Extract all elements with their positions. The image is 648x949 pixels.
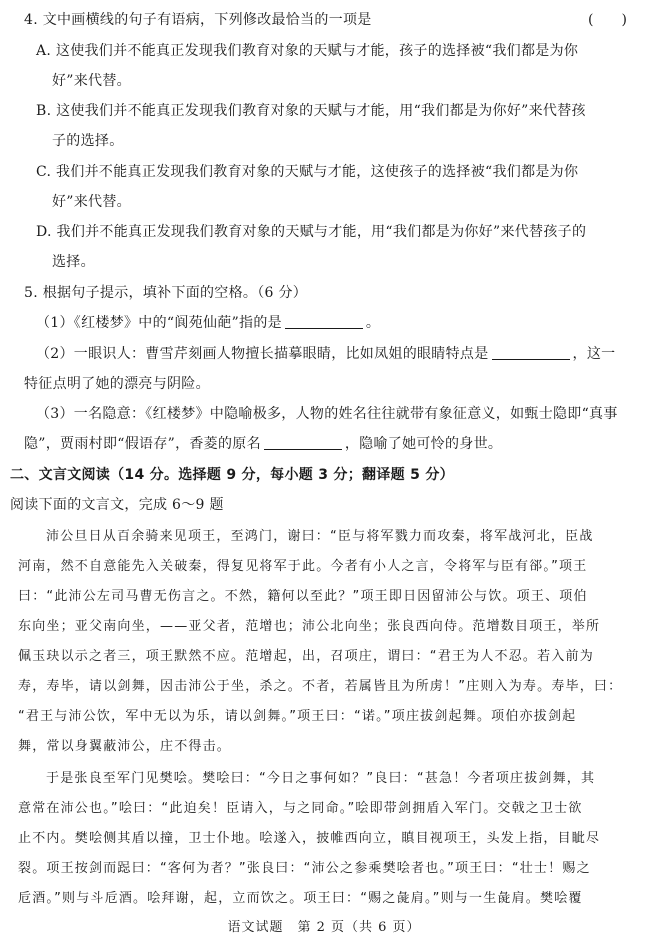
passage-line: 卮酒。”则与斗卮酒。哙拜谢，起，立而饮之。项王曰：“赐之彘肩。”则与一生彘肩。樊哙覆 xyxy=(18,891,583,906)
passage-line: 于是张良至军门见樊哙。樊哙曰：“今日之事何如？”良曰：“甚急！今者项庄拔剑舞，其 xyxy=(46,771,596,786)
q5-item3-end: ，隐喻了她可怜的身世。 xyxy=(344,436,503,452)
passage-line: 曰：“此沛公左司马曹无伤言之。不然，籍何以至此？”项王即日因留沛公与饮。项王、项伯 xyxy=(18,589,588,604)
q4-option-b-line2: 子的选择。 xyxy=(52,133,124,149)
q5-item-2 xyxy=(36,344,615,364)
q5-item3-text: 隐”，贾雨村即“假语存”，香菱的原名 xyxy=(24,436,261,452)
passage-line: 沛公旦日从百余骑来见项王，至鸿门，谢曰：“臣与将军戮力而攻秦，将军战河北，臣战 xyxy=(46,529,594,544)
reading-instruction: 阅读下面的文言文，完成 6～9 题 xyxy=(10,497,224,513)
passage-line: “君王与沛公饮，军中无以为乐，请以剑舞。”项王曰：“诺。”项庄拔剑起舞。项伯亦拔剑起 xyxy=(18,709,577,724)
answer-blank[interactable] xyxy=(264,435,342,450)
section-title: 二、文言文阅读（14 分。选择题 9 分，每小题 3 分；翻译题 5 分） xyxy=(10,467,454,483)
q5-item1-end: 。 xyxy=(365,315,381,331)
passage-line: 佩玉玦以示之者三，项王默然不应。范增起，出，召项庄，谓曰：“君王为人不忍。若入前为 xyxy=(18,649,594,664)
page-footer: 语文试题 第 2 页（共 6 页） xyxy=(227,920,421,935)
passage-line: 东向坐；亚父南向坐，——亚父者，范增也；沛公北向坐；张良西向侍。范增数目项王，举所 xyxy=(18,619,601,634)
passage-line: 舞，常以身翼蔽沛公，庄不得击。 xyxy=(18,739,232,754)
q5-item-3 xyxy=(24,434,502,454)
q4-option-c-line1: C. 我们并不能真正发现我们教育对象的天赋与才能，这使孩子的选择被“我们都是为你 xyxy=(36,164,579,180)
q5-stem: 5. 根据句子提示，填补下面的空格。（6 分） xyxy=(24,285,308,301)
q4-option-a-line1: A. 这使我们并不能真正发现我们教育对象的天赋与才能，孩子的选择被“我们都是为你 xyxy=(36,43,579,59)
answer-blank[interactable] xyxy=(285,314,363,329)
q4-option-c-line2: 好”来代替。 xyxy=(52,194,131,210)
passage-line: 意常在沛公也。”哙曰：“此迫矣！臣请入，与之同命。”哙即带剑拥盾入军门。交戟之卫士欲 xyxy=(18,801,583,816)
q5-item2-end: ，这一 xyxy=(572,346,616,362)
q5-item3-line1: （3）一名隐意：《红楼梦》中隐喻极多，人物的姓名往往就带有象征意义，如甄士隐即“真事 xyxy=(36,406,618,422)
passage-line: 寿，寿毕，请以剑舞，因击沛公于坐，杀之。不者，若属皆且为所虏！”庄则入为寿。寿毕，曰： xyxy=(18,679,623,694)
q5-item2-line2: 特征点明了她的漂亮与阴险。 xyxy=(24,376,210,392)
q5-item-1 xyxy=(36,313,380,333)
q4-option-a-line2: 好”来代替。 xyxy=(52,73,131,89)
passage-line: 止不内。樊哙侧其盾以撞，卫士仆地。哙遂入，披帷西向立，瞋目视项王，头发上指，目眦尽 xyxy=(18,831,601,846)
passage-line: 河南，然不自意能先入关破秦，得复见将军于此。今者有小人之言，令将军与臣有郤。”项王 xyxy=(18,559,588,574)
answer-blank[interactable] xyxy=(492,345,570,360)
q4-answer-paren: ( ) xyxy=(588,12,627,28)
q4-stem: 4. 文中画横线的句子有语病，下列修改最恰当的一项是 xyxy=(24,12,372,28)
passage-line: 裂。项王按剑而跽曰：“客何为者？”张良曰：“沛公之参乘樊哙者也。”项王曰：“壮士！赐之 xyxy=(18,861,591,876)
q5-item1-text: （1）《红楼梦》中的“阆苑仙葩”指的是 xyxy=(36,315,282,331)
q4-option-b-line1: B. 这使我们并不能真正发现我们教育对象的天赋与才能，用“我们都是为你好”来代替孩 xyxy=(36,103,586,119)
q4-option-d-line2: 选择。 xyxy=(52,254,95,270)
q4-option-d-line1: D. 我们并不能真正发现我们教育对象的天赋与才能，用“我们都是为你好”来代替孩子的 xyxy=(36,224,587,240)
q5-item2-text: （2）一眼识人：曹雪芹刻画人物擅长描摹眼睛，比如凤姐的眼睛特点是 xyxy=(36,346,489,362)
